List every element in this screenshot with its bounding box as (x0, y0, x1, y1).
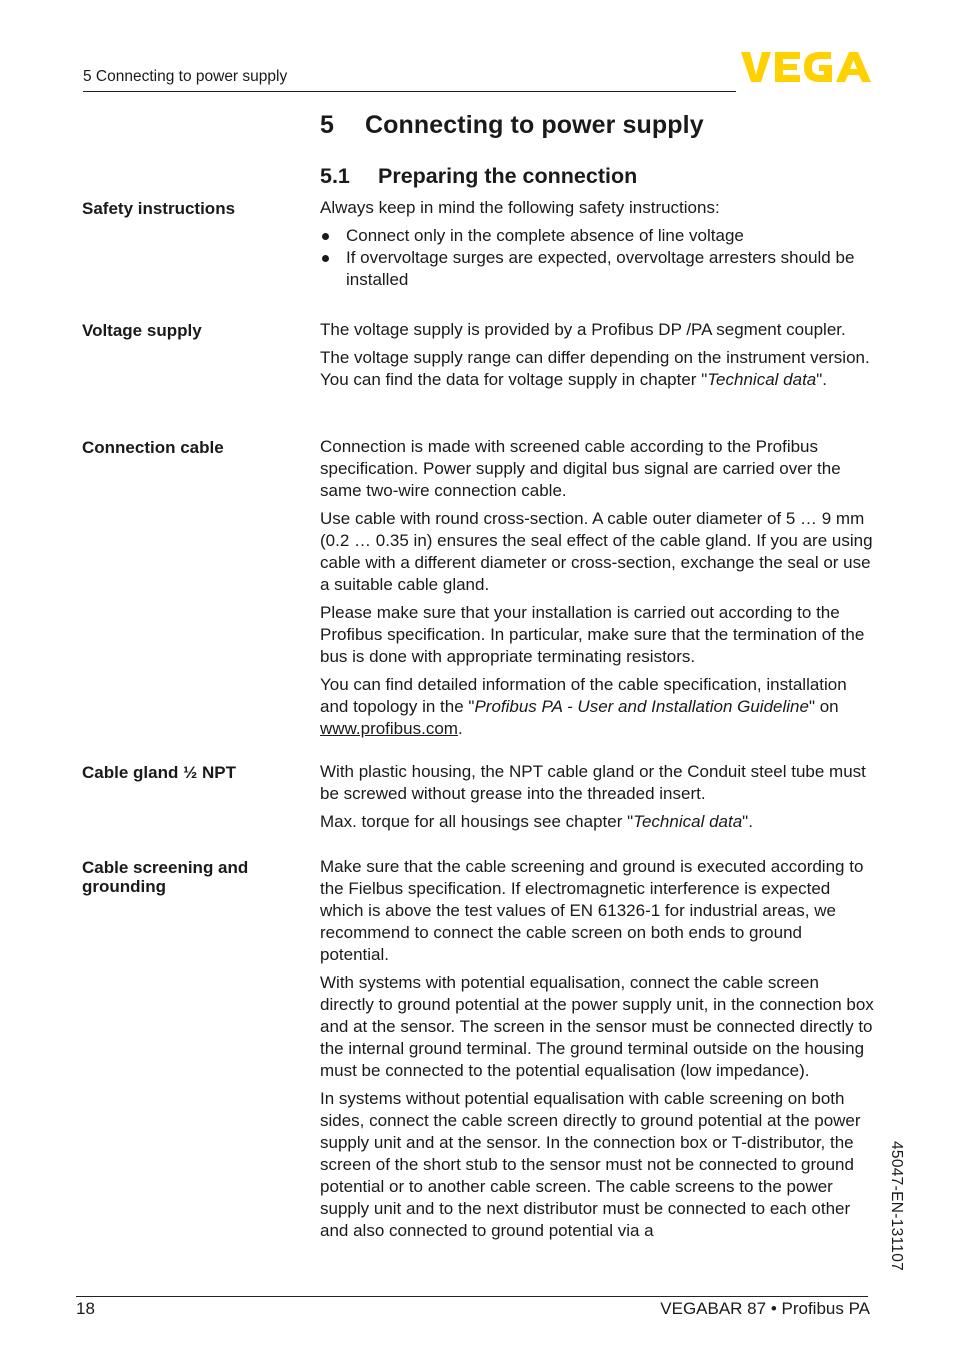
label-connection-cable: Connection cable (82, 438, 224, 457)
label-voltage-supply: Voltage supply (82, 321, 202, 340)
cable-p4: You can find detailed information of the cable specification, installation and topology in the "Profibus PA - User and Installation Guideline" on www.profibus.com. (320, 675, 847, 738)
profibus-link[interactable]: www.profibus.com (320, 719, 458, 738)
safety-bullet: If overvoltage surges are expected, overvoltage arresters should be installed (320, 247, 875, 291)
cable-p2: Use cable with round cross-section. A cable outer diameter of 5 … 9 mm (0.2 … 0.35 in) ensures the seal effect of the cable gland. If you are using cable with a different diameter or cross-section, exchange the seal or use a suitable cable gland. (320, 509, 873, 594)
gland-p2: Max. torque for all housings see chapter "Technical data". (320, 812, 753, 831)
bullet-dot-icon (322, 233, 329, 240)
cable-p3: Please make sure that your installation is carried out according to the Profibus specification. In particular, make sure that the termination of the bus is done with appropriate terminating resistors. (320, 603, 865, 666)
screening-p2: With systems with potential equalisation, connect the cable screen directly to ground potential at the power supply unit, in the connection box and at the sensor. The screen in the sensor must be connected directly to the internal ground terminal. The ground terminal outside on the housing must be connected to the potential equalisation (low impedance). (320, 973, 874, 1080)
safety-intro: Always keep in mind the following safety instructions: (320, 198, 720, 217)
label-safety-instructions: Safety instructions (82, 199, 236, 218)
cable-p1: Connection is made with screened cable according to the Profibus specification. Power supply and digital bus signal are carried over the same two-wire connection cable. (320, 437, 841, 500)
block-cable-screening (320, 856, 875, 1248)
product-name: VEGABAR 87 • Profibus PA (660, 1299, 870, 1318)
header-rule (83, 91, 736, 92)
section-heading: 5.1 Preparing the connection (320, 164, 638, 188)
voltage-p1: The voltage supply is provided by a Profibus DP /PA segment coupler. (320, 320, 846, 339)
block-safety-instructions (320, 197, 875, 291)
label-cable-screening: Cable screening and grounding (82, 858, 249, 896)
block-cable-gland (320, 761, 875, 839)
gland-p1: With plastic housing, the NPT cable gland or the Conduit steel tube must be screwed without grease into the threaded insert. (320, 762, 866, 803)
label-cable-gland: Cable gland ½ NPT (82, 763, 236, 782)
screening-p1: Make sure that the cable screening and ground is executed according to the Fielbus specification. If electromagnetic interference is expected which is above the test values of EN 61326-1 for industrial areas, we recommend to connect the cable screen on both ends to ground potential. (320, 857, 864, 964)
page-number: 18 (76, 1299, 95, 1318)
block-voltage-supply (320, 319, 880, 397)
running-header: 5 Connecting to power supply (83, 68, 288, 85)
voltage-p2: The voltage supply range can differ depending on the instrument version. You can find the data for voltage supply in chapter "Technical data". (320, 348, 870, 389)
vega-logo (741, 50, 873, 84)
document-id: 45047-EN-131107 (888, 1141, 905, 1272)
safety-bullet: Connect only in the complete absence of line voltage (320, 225, 875, 247)
screening-p3: In systems without potential equalisation with cable screening on both sides, connect the cable screen directly to ground potential at the power supply unit and at the sensor. In the connection box or T-distributor, the screen of the short stub to the sensor must not be connected to ground potential or to another cable screen. The cable screens to the power supply unit and to the next distributor must be connected to each other and also connected to ground potential via a (320, 1089, 861, 1240)
chapter-heading: 5 Connecting to power supply (320, 111, 704, 139)
bullet-dot-icon (322, 255, 329, 262)
footer-rule (76, 1296, 868, 1297)
block-connection-cable (320, 436, 875, 746)
